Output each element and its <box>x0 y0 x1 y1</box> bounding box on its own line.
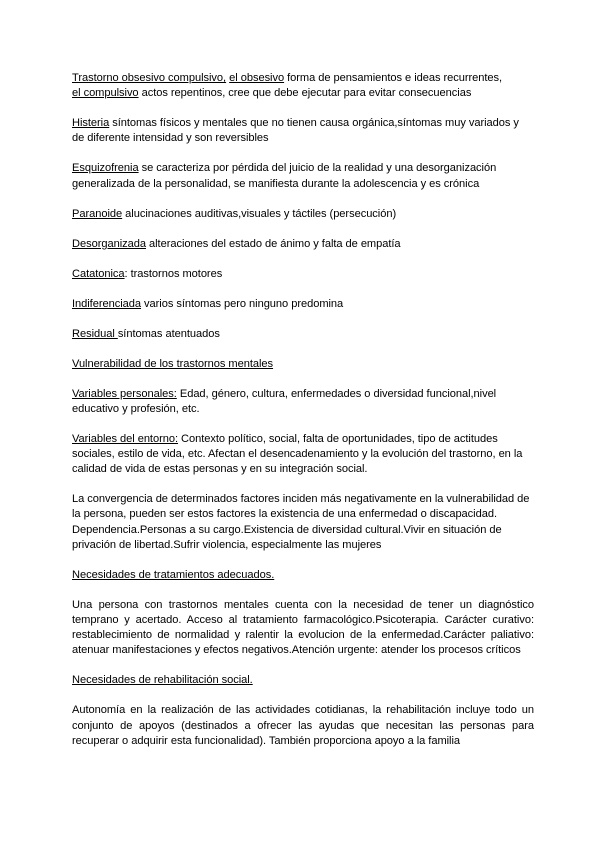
rehabilitacion-heading: Necesidades de rehabilitación social. <box>72 674 253 687</box>
desorganizada-paragraph <box>72 237 534 252</box>
personales-paragraph <box>72 387 534 417</box>
esquizofrenia-text: se caracteriza por pérdida del juicio de la realidad y una desorganización generalizada de la personalidad, se manifiesta durante la adolescencia y es crónica <box>72 162 497 190</box>
residual-text: síntomas atentuados <box>117 327 220 340</box>
vulnerabilidad-heading-paragraph <box>72 357 534 372</box>
compulsivo-term: el compulsivo <box>72 87 139 100</box>
tratamientos-body-text: Una persona con trastornos mentales cuenta con la necesidad de tener un diagnóstico temprano y acertado. Acceso al tratamiento farmacológico.Psicoterapia. Carácter curativo: restablecimiento de normalidad y ralentir la evolucion de la enfermedad.Carácter paliativo: atenuar manifestaciones y efectos negativos.Atención urgente: atender los procesos críticos <box>72 598 534 657</box>
entorno-paragraph <box>72 432 534 478</box>
convergencia-paragraph <box>72 492 534 553</box>
indiferenciada-text: varios síntomas pero ninguno predomina <box>141 297 344 310</box>
rehabilitacion-body-text: Autonomía en la realización de las actividades cotidianas, la rehabilitación incluye todo un conjunto de apoyos (destinados a ofrecer las ayudas que necesitan las personas para recuperar o adquirir esta funcionalidad). También proporciona apoyo a la familia <box>72 704 534 747</box>
histeria-term: Histeria <box>72 117 110 130</box>
rehabilitacion-body-paragraph <box>72 703 534 749</box>
toc-paragraph <box>72 71 534 101</box>
tratamientos-body-paragraph <box>72 598 534 659</box>
tratamientos-heading-paragraph <box>72 568 534 583</box>
vulnerabilidad-heading: Vulnerabilidad de los trastornos mentales <box>72 357 274 370</box>
obsesivo-text: forma de pensamientos e ideas recurrentes, <box>284 72 503 84</box>
tratamientos-heading: Necesidades de tratamientos adecuados. <box>72 568 275 581</box>
histeria-text: síntomas físicos y mentales que no tienen causa orgánica,síntomas muy variados y de diferente intensidad y son reversibles <box>72 117 519 145</box>
entorno-term: Variables del entorno: <box>72 432 179 445</box>
convergencia-text: La convergencia de determinados factores inciden más negativamente en la vulnerabilidad de la persona, pueden ser estos factores la existencia de una enfermedad o discapacidad. Dependencia.Personas a su cargo.Existencia de diversidad cultural.Vivir en situación de privación de libertad.Sufrir violencia, especialmente las mujeres <box>72 493 530 551</box>
toc-term: Trastorno obsesivo compulsivo, <box>72 72 227 84</box>
compulsivo-text: actos repentinos, cree que debe ejecutar para evitar consecuencias <box>138 87 472 100</box>
entorno-text: Contexto político, social, falta de oportunidades, tipo de actitudes sociales, estilo de vida, etc. Afectan el desencadenamiento y la evolución del trastorno, en la calidad de vida de estas personas y en su integración social. <box>72 432 523 476</box>
obsesivo-term: el obsesivo <box>229 72 285 84</box>
esquizofrenia-paragraph <box>72 161 534 191</box>
esquizofrenia-term: Esquizofrenia <box>72 162 139 175</box>
catatonica-paragraph <box>72 267 534 282</box>
rehabilitacion-heading-paragraph <box>72 673 534 688</box>
residual-term: Residual <box>72 327 118 340</box>
catatonica-text: : trastornos motores <box>124 267 223 280</box>
catatonica-term: Catatonica <box>72 267 125 280</box>
indiferenciada-term: Indiferenciada <box>72 297 141 310</box>
paranoide-term: Paranoide <box>72 207 123 220</box>
residual-paragraph <box>72 327 534 342</box>
paranoide-text: alucinaciones auditivas,visuales y táctiles (persecución) <box>122 207 397 220</box>
indiferenciada-paragraph <box>72 297 534 312</box>
desorganizada-term: Desorganizada <box>72 237 146 250</box>
personales-text: Edad, género, cultura, enfermedades o diversidad funcional,nivel educativo y profesión, etc. <box>72 387 497 415</box>
desorganizada-text: alteraciones del estado de ánimo y falta de empatía <box>145 237 401 250</box>
histeria-paragraph <box>72 116 534 146</box>
paranoide-paragraph <box>72 207 534 222</box>
personales-term: Variables personales: <box>72 387 177 400</box>
